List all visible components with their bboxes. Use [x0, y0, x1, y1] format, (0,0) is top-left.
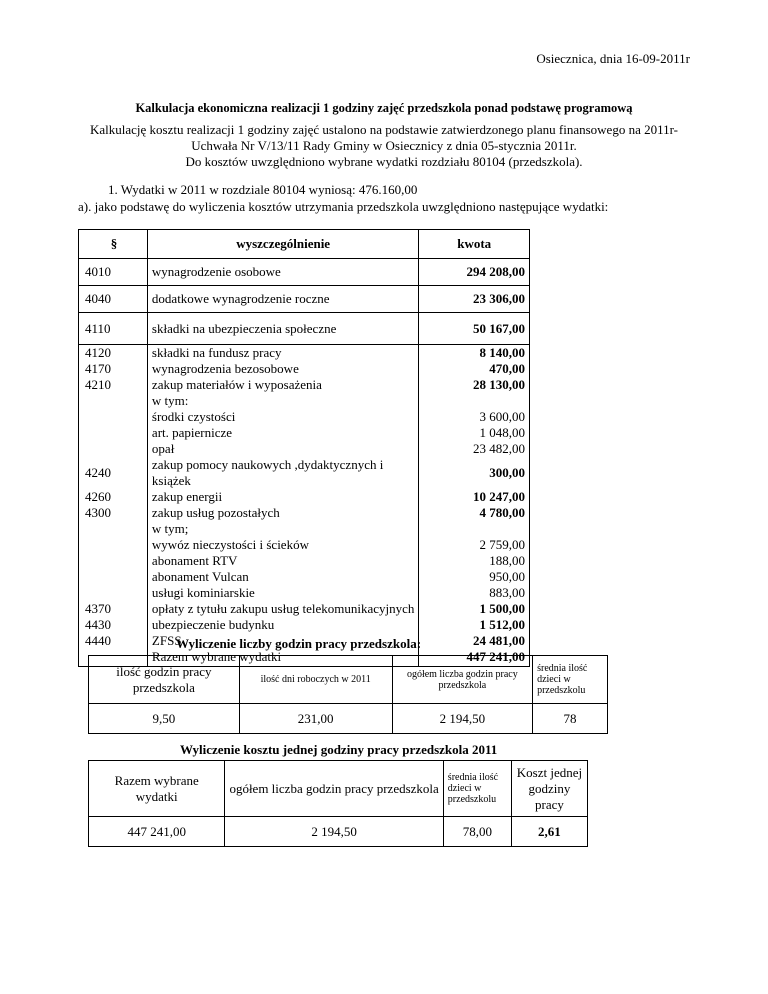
- row-amount: 1 512,00: [419, 617, 530, 633]
- header-paragraph-symbol: §: [79, 230, 148, 259]
- cost-header-row: [89, 761, 588, 817]
- row-description: dodatkowe wynagrodzenie roczne: [147, 286, 418, 313]
- hours-header-total: ogółem liczba godzin pracy przedszkola: [392, 656, 533, 704]
- row-amount: 10 247,00: [419, 489, 530, 505]
- row-amount: [419, 393, 530, 409]
- row-code: 4010: [79, 259, 148, 286]
- paragraph-expenses-total: 1. Wydatki w 2011 w rozdziale 80104 wyniosą: 476.160,00: [108, 182, 418, 197]
- row-amount: 1 048,00: [419, 425, 530, 441]
- row-amount: 24 481,00: [419, 633, 530, 649]
- table-row: [79, 537, 530, 553]
- cost-header-unit-cost: Koszt jednej godziny pracy: [511, 761, 587, 817]
- row-code: 4240: [79, 457, 148, 489]
- row-code: [79, 585, 148, 601]
- row-description: abonament RTV: [147, 553, 418, 569]
- row-description: wynagrodzenia bezosobowe: [147, 361, 418, 377]
- table-row: [79, 569, 530, 585]
- hours-value-row: [89, 704, 608, 734]
- row-description: ubezpieczenie budynku: [147, 617, 418, 633]
- row-amount: [419, 521, 530, 537]
- row-code: [79, 537, 148, 553]
- row-description: opłaty z tytułu zakupu usług telekomunikacyjnych: [147, 601, 418, 617]
- row-description: art. papiernicze: [147, 425, 418, 441]
- row-description: środki czystości: [147, 409, 418, 425]
- table-row: [79, 377, 530, 393]
- row-amount: 4 780,00: [419, 505, 530, 521]
- row-code: [79, 553, 148, 569]
- row-description: wynagrodzenie osobowe: [147, 259, 418, 286]
- row-amount: 188,00: [419, 553, 530, 569]
- row-amount: 50 167,00: [419, 313, 530, 345]
- row-description: opał: [147, 441, 418, 457]
- cost-header-hours: ogółem liczba godzin pracy przedszkola: [225, 761, 443, 817]
- row-amount: 447 241,00: [419, 649, 530, 666]
- table-row: [79, 441, 530, 457]
- row-description: zakup usług pozostałych: [147, 505, 418, 521]
- table-header-row: [79, 230, 530, 259]
- row-code: [79, 425, 148, 441]
- table-row: [79, 286, 530, 313]
- row-amount: 8 140,00: [419, 345, 530, 362]
- intro-line-3: Do kosztów uwzględniono wybrane wydatki rozdziału 80104 (przedszkola).: [185, 154, 583, 169]
- row-amount: 3 600,00: [419, 409, 530, 425]
- hours-section-title: Wyliczenie liczby godzin pracy przedszkola:: [176, 636, 422, 651]
- hours-header-daily: ilość godzin pracy przedszkola: [89, 656, 240, 704]
- table-row: [79, 601, 530, 617]
- expenses-table: [78, 229, 530, 667]
- row-description: składki na fundusz pracy: [147, 345, 418, 362]
- table-row: [79, 313, 530, 345]
- hours-value-children: 78: [533, 704, 608, 734]
- table-row: [79, 345, 530, 362]
- row-code: 4260: [79, 489, 148, 505]
- row-code: 4300: [79, 505, 148, 521]
- table-row: [79, 425, 530, 441]
- intro-line-2: Uchwała Nr V/13/11 Rady Gminy w Osiecznicy z dnia 05-stycznia 2011r.: [191, 138, 577, 153]
- table-row: [79, 409, 530, 425]
- row-code: 4370: [79, 601, 148, 617]
- row-amount: 1 500,00: [419, 601, 530, 617]
- document-title: Kalkulacja ekonomiczna realizacji 1 godziny zajęć przedszkola ponad podstawę programową: [135, 101, 633, 115]
- header-amount: kwota: [419, 230, 530, 259]
- cost-value-children: 78,00: [443, 817, 511, 847]
- table-row: [79, 489, 530, 505]
- row-description: usługi kominiarskie: [147, 585, 418, 601]
- intro-text: [0, 122, 768, 170]
- row-code: 4110: [79, 313, 148, 345]
- row-code: 4120: [79, 345, 148, 362]
- row-code: 4430: [79, 617, 148, 633]
- row-description: w tym;: [147, 521, 418, 537]
- row-code: [79, 569, 148, 585]
- row-amount: 950,00: [419, 569, 530, 585]
- row-description: zakup materiałów i wyposażenia: [147, 377, 418, 393]
- table-row: [79, 617, 530, 633]
- table-row: [79, 393, 530, 409]
- hours-table: [88, 655, 608, 734]
- hours-value-total: 2 194,50: [392, 704, 533, 734]
- hours-header-workdays: ilość dni roboczych w 2011: [239, 656, 392, 704]
- row-code: [79, 409, 148, 425]
- paragraph-basis: a). jako podstawę do wyliczenia kosztów utrzymania przedszkola uwzględniono następujące wydatki:: [78, 199, 609, 214]
- row-code: [79, 441, 148, 457]
- row-amount: 470,00: [419, 361, 530, 377]
- row-code: [79, 521, 148, 537]
- table-row: [79, 553, 530, 569]
- table-row: [79, 259, 530, 286]
- hours-header-children: średnia ilość dzieci w przedszkolu: [533, 656, 608, 704]
- table-row: [79, 521, 530, 537]
- row-description: Razem wybrane wydatki: [147, 649, 418, 666]
- header-description: wyszczególnienie: [147, 230, 418, 259]
- row-amount: 23 482,00: [419, 441, 530, 457]
- table-row: [79, 361, 530, 377]
- cost-section-title: Wyliczenie kosztu jednej godziny pracy przedszkola 2011: [180, 742, 498, 757]
- hours-value-daily: 9,50: [89, 704, 240, 734]
- cost-header-expenses: Razem wybrane wydatki: [89, 761, 225, 817]
- cost-value-hours: 2 194,50: [225, 817, 443, 847]
- row-description: zakup energii: [147, 489, 418, 505]
- intro-line-1: Kalkulację kosztu realizacji 1 godziny zajęć ustalono na podstawie zatwierdzonego planu finansowego na 2011r-: [89, 122, 678, 137]
- cost-value-row: [89, 817, 588, 847]
- hours-value-workdays: 231,00: [239, 704, 392, 734]
- row-description: zakup pomocy naukowych ,dydaktycznych i książek: [147, 457, 418, 489]
- table-row: [79, 585, 530, 601]
- row-amount: 883,00: [419, 585, 530, 601]
- row-description: ZFSS: [147, 633, 418, 649]
- cost-table: [88, 760, 588, 847]
- row-code: 4170: [79, 361, 148, 377]
- table-row: [79, 457, 530, 489]
- row-amount: 300,00: [419, 457, 530, 489]
- table-row: [79, 505, 530, 521]
- hours-header-row: [89, 656, 608, 704]
- row-amount: 294 208,00: [419, 259, 530, 286]
- row-code: [79, 393, 148, 409]
- row-amount: 2 759,00: [419, 537, 530, 553]
- row-amount: 23 306,00: [419, 286, 530, 313]
- cost-value-expenses: 447 241,00: [89, 817, 225, 847]
- document-date: Osiecznica, dnia 16-09-2011r: [536, 51, 690, 66]
- row-description: w tym:: [147, 393, 418, 409]
- row-code: 4040: [79, 286, 148, 313]
- row-description: abonament Vulcan: [147, 569, 418, 585]
- row-description: składki na ubezpieczenia społeczne: [147, 313, 418, 345]
- cost-value-unit-cost: 2,61: [511, 817, 587, 847]
- row-amount: 28 130,00: [419, 377, 530, 393]
- cost-header-children: średnia ilość dzieci w przedszkolu: [443, 761, 511, 817]
- row-description: wywóz nieczystości i ścieków: [147, 537, 418, 553]
- row-code: 4440: [79, 633, 148, 649]
- row-code: 4210: [79, 377, 148, 393]
